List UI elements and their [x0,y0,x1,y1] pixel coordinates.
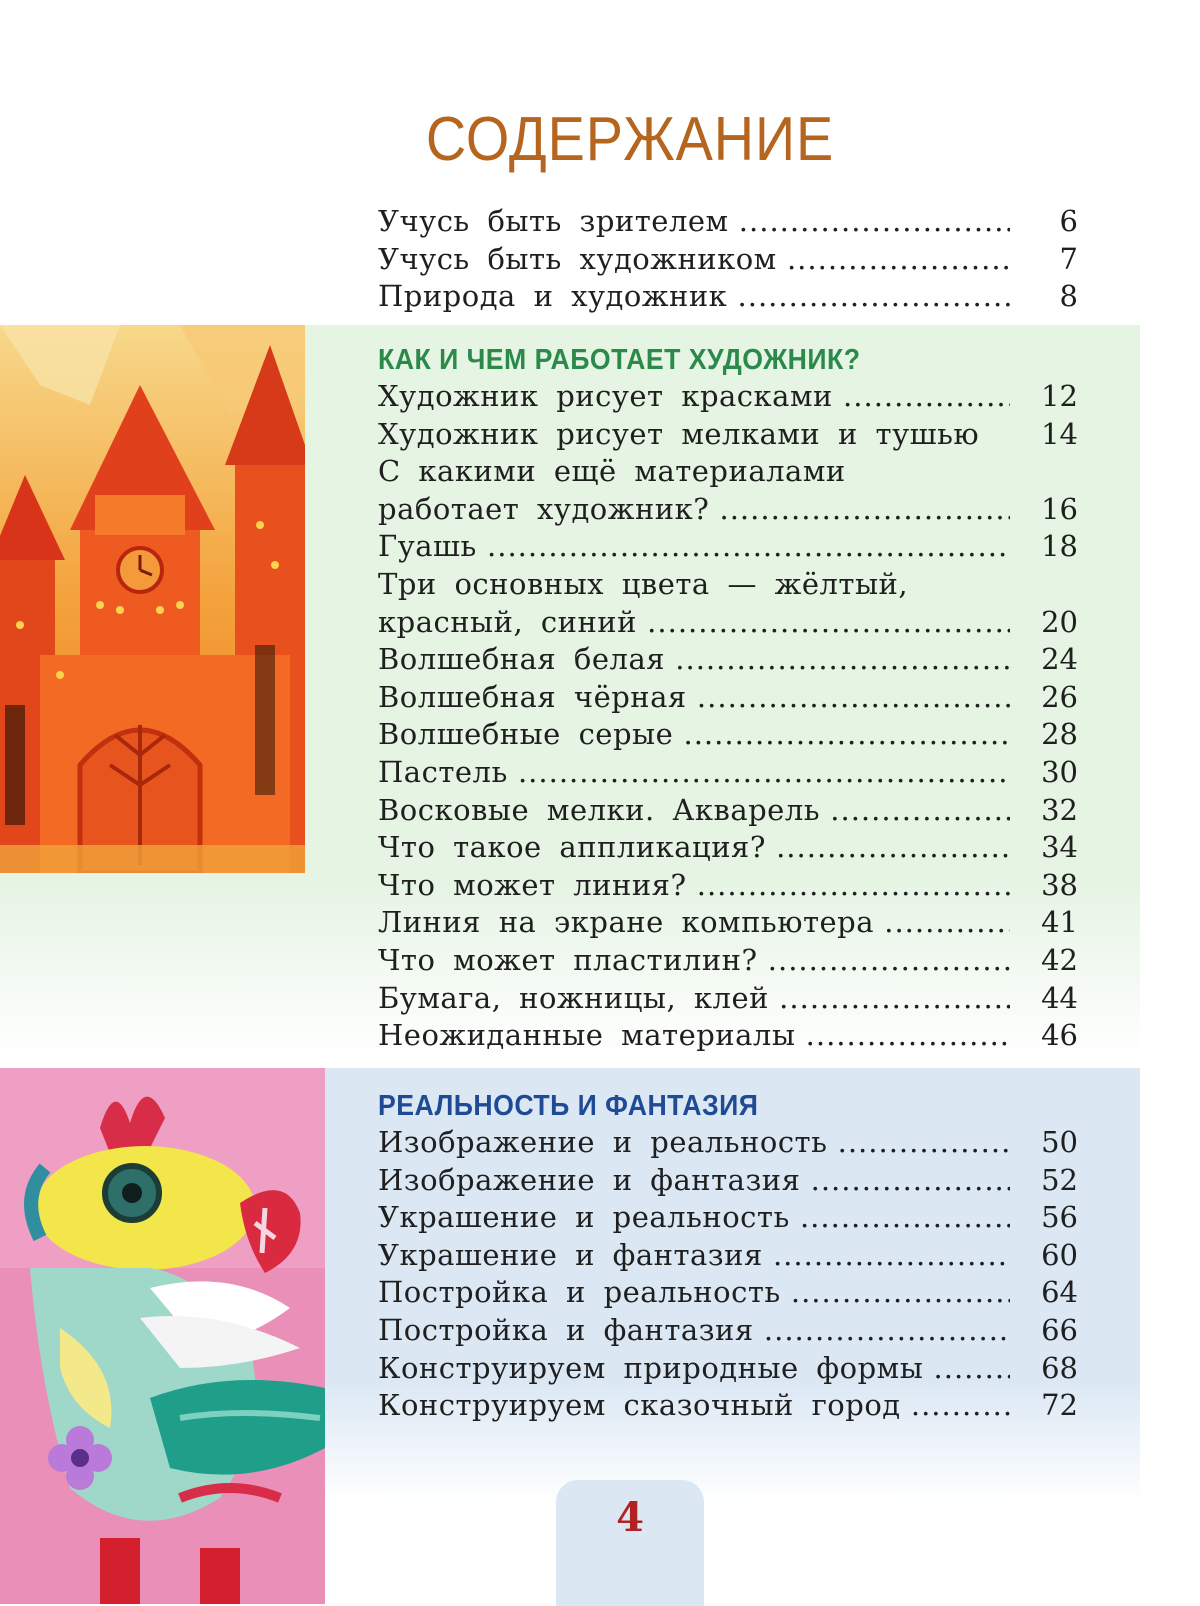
toc-entry[interactable] [378,904,1078,942]
toc-entry[interactable] [378,203,1078,241]
toc-entry-page: 28 [1041,717,1078,752]
toc-entry-page: 66 [1041,1312,1078,1347]
toc-entry-page: 56 [1041,1200,1078,1235]
toc-entry-title: Постройка и реальность ..... [378,1274,1010,1312]
toc-entry[interactable] [378,1162,1078,1200]
toc-entry-page: 60 [1041,1237,1078,1272]
toc-entry-title: Волшебные серые ..... [378,716,1010,754]
toc-entry-page: 34 [1041,830,1078,865]
toc-entry-title: Изображение и реальность ..... [378,1124,1010,1162]
toc-entry[interactable] [378,1017,1078,1055]
toc-entry-page: 18 [1041,529,1078,564]
toc-entry-page: 7 [1059,241,1078,276]
toc-entry[interactable] [378,641,1078,679]
toc-entry-page: 20 [1041,604,1078,639]
toc-entry[interactable] [378,241,1078,279]
toc-entry-title: Художник рисует мелками и тушью [378,416,980,451]
toc-entry-page: 16 [1041,491,1078,526]
toc-entry[interactable] [378,716,1078,754]
toc-entry-title: Конструируем сказочный город ..... [378,1387,1010,1425]
toc-entry-page: 8 [1059,279,1078,314]
toc-entry-page: 38 [1041,867,1078,902]
toc-entry-page: 72 [1041,1388,1078,1423]
toc-entry[interactable] [378,1199,1078,1237]
toc-entry-title: Бумага, ножницы, клей ..... [378,980,1010,1018]
toc-entry-page: 46 [1041,1018,1078,1053]
toc-entry-title: Что может линия? ..... [378,867,1010,905]
toc-entry-page: 12 [1041,379,1078,413]
toc-entry-title: красный, синий ..... [378,604,1010,642]
toc-entry[interactable] [378,1312,1078,1350]
toc-entry-title: работает художник? ..... [378,491,1010,529]
toc-entry-page: 24 [1041,642,1078,677]
toc-entry[interactable] [378,867,1078,905]
toc-entry-title: Природа и художник ..... [378,278,1010,316]
toc-entry[interactable] [378,1274,1078,1312]
toc-entry[interactable] [378,566,1078,604]
toc-entry-title: Постройка и фантазия ..... [378,1312,1010,1350]
toc-entry[interactable] [378,754,1078,792]
toc-entry-page: 26 [1041,679,1078,714]
toc-entry[interactable] [378,679,1078,717]
section-heading: РЕАЛЬНОСТЬ И ФАНТАЗИЯ [378,1090,759,1122]
toc-entry[interactable] [378,378,1078,416]
toc-entry[interactable] [378,829,1078,867]
toc-entry-title: Учусь быть художником ..... [378,241,1010,279]
toc-entry-title: Что может пластилин? ..... [378,942,1010,980]
toc-entry-title: Украшение и реальность ..... [378,1199,1010,1237]
toc-section-materials [378,338,1078,1055]
toc-entry-title: Конструируем природные формы ..... [378,1350,1010,1388]
toc-entry-page: 6 [1059,204,1078,238]
toc-intro [378,203,1078,316]
toc-entry-page: 44 [1041,980,1078,1015]
toc-entry-page: 50 [1041,1125,1078,1159]
toc-entry-title: Волшебная чёрная ..... [378,679,1010,717]
toc-entry[interactable] [378,1237,1078,1275]
toc-entry-title: Пастель ..... [378,754,1010,792]
toc-entry[interactable] [378,491,1078,529]
section-heading: КАК И ЧЕМ РАБОТАЕТ ХУДОЖНИК? [378,344,861,376]
bird-painting [0,1068,325,1604]
toc-entry-page: 64 [1041,1275,1078,1310]
toc-entry-title: Волшебная белая ..... [378,641,1010,679]
page-number: 4 [556,1480,704,1606]
toc-entry-title: Восковые мелки. Акварель ..... [378,792,1010,830]
toc-entry[interactable] [378,604,1078,642]
toc-entry-page: 30 [1041,754,1078,789]
toc-entry[interactable] [378,942,1078,980]
toc-entry-page: 68 [1041,1350,1078,1385]
toc-entry-title: Художник рисует красками ..... [378,378,1010,416]
toc-entry-title: Неожиданные материалы ..... [378,1017,1010,1055]
toc-entry-title: Что такое аппликация? ..... [378,829,1010,867]
toc-entry-title: Линия на экране компьютера ..... [378,904,1010,942]
toc-entry[interactable] [378,792,1078,830]
toc-section-fantasy [378,1084,1078,1425]
toc-entry[interactable] [378,980,1078,1018]
toc-entry-page: 52 [1041,1162,1078,1197]
toc-entry-title: Три основных цвета — жёлтый, [378,566,909,601]
toc-entry-page: 32 [1041,792,1078,827]
toc-entry-page: 42 [1041,942,1078,977]
toc-entry[interactable] [378,1387,1078,1425]
toc-entry-page: 41 [1041,905,1078,940]
toc-entry-title: Изображение и фантазия ..... [378,1162,1010,1200]
page-title: СОДЕРЖАНИЕ [425,105,835,174]
toc-entry[interactable] [378,416,1078,454]
toc-entry-title: С какими ещё материалами [378,454,846,489]
toc-entry[interactable] [378,453,1078,491]
toc-entry-title: Гуашь ..... [378,528,1010,566]
castle-painting [0,325,305,873]
toc-entry[interactable] [378,278,1078,316]
toc-entry-title: Украшение и фантазия ..... [378,1237,1010,1275]
toc-entry[interactable] [378,1124,1078,1162]
toc-entry-page: 14 [1041,416,1078,451]
toc-entry[interactable] [378,1350,1078,1388]
toc-entry[interactable] [378,528,1078,566]
toc-entry-title: Учусь быть зрителем ..... [378,203,1010,241]
